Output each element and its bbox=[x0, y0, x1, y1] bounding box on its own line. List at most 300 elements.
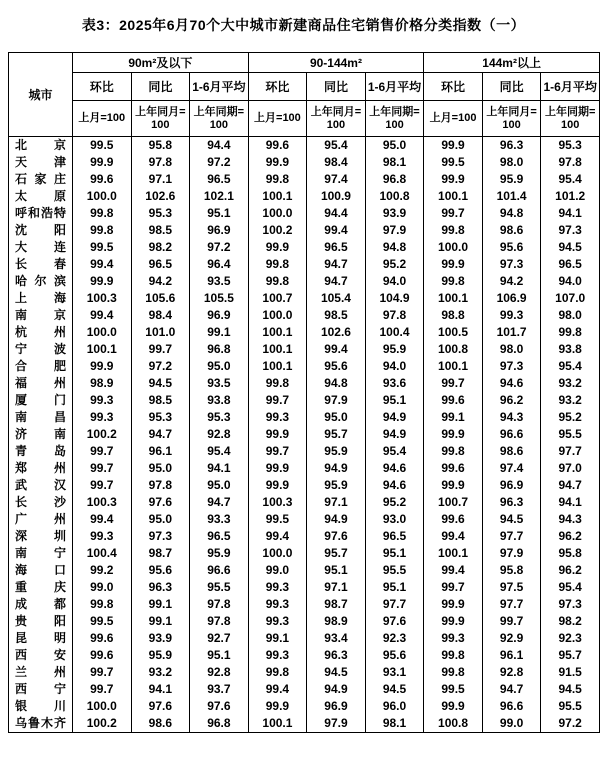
index-value: 95.1 bbox=[190, 647, 249, 664]
city-name: 天津 bbox=[9, 154, 73, 171]
index-value: 99.7 bbox=[248, 392, 307, 409]
index-value: 98.4 bbox=[307, 154, 366, 171]
table-row bbox=[9, 307, 600, 324]
index-value: 95.4 bbox=[541, 579, 600, 596]
index-value: 99.8 bbox=[541, 324, 600, 341]
city-name: 长沙 bbox=[9, 494, 73, 511]
index-value: 99.1 bbox=[424, 409, 483, 426]
index-value: 98.1 bbox=[365, 715, 424, 733]
group-header-90to144: 90-144m² bbox=[248, 53, 424, 73]
index-value: 98.9 bbox=[307, 613, 366, 630]
table-row bbox=[9, 392, 600, 409]
index-value: 99.7 bbox=[73, 664, 132, 681]
index-value: 99.9 bbox=[248, 154, 307, 171]
index-value: 92.3 bbox=[365, 630, 424, 647]
index-value: 100.2 bbox=[248, 222, 307, 239]
index-value: 99.3 bbox=[482, 307, 541, 324]
city-name: 兰州 bbox=[9, 664, 73, 681]
index-value: 100.1 bbox=[248, 358, 307, 375]
index-value: 99.2 bbox=[73, 562, 132, 579]
index-value: 96.1 bbox=[131, 443, 190, 460]
index-value: 99.8 bbox=[248, 171, 307, 188]
metric-header-yoy: 同比 bbox=[307, 73, 366, 101]
index-value: 99.4 bbox=[424, 528, 483, 545]
index-value: 101.2 bbox=[541, 188, 600, 205]
index-value: 96.6 bbox=[190, 562, 249, 579]
index-value: 95.5 bbox=[541, 698, 600, 715]
base-header-prev-month: 上月=100 bbox=[424, 101, 483, 137]
index-value: 100.0 bbox=[248, 205, 307, 222]
index-value: 99.7 bbox=[73, 460, 132, 477]
index-value: 95.6 bbox=[131, 562, 190, 579]
index-value: 93.2 bbox=[131, 664, 190, 681]
index-value: 99.5 bbox=[73, 137, 132, 155]
index-value: 99.3 bbox=[248, 647, 307, 664]
price-index-table bbox=[8, 52, 600, 733]
index-value: 99.3 bbox=[248, 596, 307, 613]
index-value: 100.0 bbox=[73, 324, 132, 341]
index-value: 97.3 bbox=[482, 358, 541, 375]
index-value: 100.5 bbox=[424, 324, 483, 341]
index-value: 96.8 bbox=[365, 171, 424, 188]
index-value: 104.9 bbox=[365, 290, 424, 307]
table-row bbox=[9, 137, 600, 155]
index-value: 105.4 bbox=[307, 290, 366, 307]
index-value: 94.8 bbox=[307, 375, 366, 392]
index-value: 95.4 bbox=[541, 171, 600, 188]
index-value: 97.8 bbox=[190, 613, 249, 630]
index-value: 97.3 bbox=[482, 256, 541, 273]
index-value: 97.3 bbox=[131, 528, 190, 545]
index-value: 99.9 bbox=[424, 477, 483, 494]
index-value: 94.2 bbox=[482, 273, 541, 290]
index-value: 96.2 bbox=[541, 528, 600, 545]
index-value: 99.8 bbox=[248, 375, 307, 392]
table-row bbox=[9, 171, 600, 188]
table-row bbox=[9, 426, 600, 443]
index-value: 100.0 bbox=[424, 239, 483, 256]
index-value: 99.7 bbox=[131, 341, 190, 358]
index-value: 97.8 bbox=[541, 154, 600, 171]
index-value: 97.8 bbox=[365, 307, 424, 324]
index-value: 100.9 bbox=[307, 188, 366, 205]
index-value: 100.3 bbox=[248, 494, 307, 511]
table-row bbox=[9, 630, 600, 647]
index-value: 97.1 bbox=[307, 494, 366, 511]
index-value: 98.5 bbox=[131, 222, 190, 239]
index-value: 94.6 bbox=[482, 375, 541, 392]
table-row bbox=[9, 562, 600, 579]
index-value: 99.5 bbox=[248, 511, 307, 528]
index-value: 99.9 bbox=[73, 358, 132, 375]
metric-header-yoy: 同比 bbox=[131, 73, 190, 101]
metric-header-avg: 1-6月平均 bbox=[365, 73, 424, 101]
index-value: 100.0 bbox=[248, 545, 307, 562]
table-row bbox=[9, 324, 600, 341]
index-value: 95.4 bbox=[541, 358, 600, 375]
index-value: 96.9 bbox=[482, 477, 541, 494]
index-value: 96.5 bbox=[307, 239, 366, 256]
index-value: 99.3 bbox=[73, 409, 132, 426]
index-value: 95.6 bbox=[307, 358, 366, 375]
index-value: 100.0 bbox=[73, 698, 132, 715]
index-value: 96.3 bbox=[482, 137, 541, 155]
index-value: 99.9 bbox=[424, 256, 483, 273]
index-value: 100.4 bbox=[73, 545, 132, 562]
index-value: 99.3 bbox=[248, 409, 307, 426]
index-value: 99.9 bbox=[73, 154, 132, 171]
index-value: 94.1 bbox=[541, 205, 600, 222]
index-value: 97.8 bbox=[131, 477, 190, 494]
city-name: 成都 bbox=[9, 596, 73, 613]
table-body bbox=[9, 137, 600, 733]
index-value: 95.2 bbox=[365, 494, 424, 511]
index-value: 94.7 bbox=[541, 477, 600, 494]
city-name: 沈阳 bbox=[9, 222, 73, 239]
index-value: 93.5 bbox=[190, 273, 249, 290]
index-value: 100.1 bbox=[248, 341, 307, 358]
table-row bbox=[9, 528, 600, 545]
index-value: 98.0 bbox=[482, 154, 541, 171]
index-value: 99.1 bbox=[131, 613, 190, 630]
index-value: 94.9 bbox=[365, 426, 424, 443]
metric-header-yoy: 同比 bbox=[482, 73, 541, 101]
index-value: 98.6 bbox=[131, 715, 190, 733]
index-value: 95.6 bbox=[365, 647, 424, 664]
index-value: 94.2 bbox=[131, 273, 190, 290]
city-name: 大连 bbox=[9, 239, 73, 256]
index-value: 97.6 bbox=[190, 698, 249, 715]
index-value: 95.1 bbox=[307, 562, 366, 579]
city-name: 海口 bbox=[9, 562, 73, 579]
index-value: 99.6 bbox=[424, 511, 483, 528]
index-value: 95.3 bbox=[131, 205, 190, 222]
index-value: 97.2 bbox=[190, 239, 249, 256]
index-value: 99.9 bbox=[248, 460, 307, 477]
index-value: 98.1 bbox=[365, 154, 424, 171]
index-value: 99.8 bbox=[424, 443, 483, 460]
index-value: 95.9 bbox=[307, 477, 366, 494]
index-value: 99.9 bbox=[424, 613, 483, 630]
city-name: 长春 bbox=[9, 256, 73, 273]
index-value: 96.5 bbox=[365, 528, 424, 545]
index-value: 98.7 bbox=[307, 596, 366, 613]
index-value: 99.7 bbox=[73, 443, 132, 460]
index-value: 100.3 bbox=[73, 290, 132, 307]
index-value: 99.7 bbox=[73, 477, 132, 494]
index-value: 94.7 bbox=[307, 256, 366, 273]
page-title: 表3：2025年6月70个大中城市新建商品住宅销售价格分类指数（一） bbox=[81, 17, 526, 33]
group-header-row bbox=[9, 53, 600, 73]
index-value: 94.3 bbox=[482, 409, 541, 426]
index-value: 93.3 bbox=[190, 511, 249, 528]
index-value: 99.7 bbox=[424, 579, 483, 596]
index-value: 99.4 bbox=[424, 562, 483, 579]
index-value: 99.4 bbox=[307, 341, 366, 358]
index-value: 97.6 bbox=[365, 613, 424, 630]
index-value: 98.4 bbox=[131, 307, 190, 324]
index-value: 97.2 bbox=[541, 715, 600, 733]
city-name: 深圳 bbox=[9, 528, 73, 545]
city-name: 西安 bbox=[9, 647, 73, 664]
index-value: 99.7 bbox=[248, 443, 307, 460]
index-value: 94.9 bbox=[365, 409, 424, 426]
index-value: 99.4 bbox=[248, 528, 307, 545]
index-value: 99.8 bbox=[73, 205, 132, 222]
index-value: 95.4 bbox=[307, 137, 366, 155]
index-value: 98.0 bbox=[541, 307, 600, 324]
index-value: 95.9 bbox=[482, 171, 541, 188]
index-value: 94.5 bbox=[131, 375, 190, 392]
index-value: 93.7 bbox=[190, 681, 249, 698]
index-value: 95.9 bbox=[190, 545, 249, 562]
table-row bbox=[9, 205, 600, 222]
table-row bbox=[9, 239, 600, 256]
index-value: 95.7 bbox=[307, 426, 366, 443]
table-row bbox=[9, 579, 600, 596]
index-value: 94.9 bbox=[307, 511, 366, 528]
index-value: 105.6 bbox=[131, 290, 190, 307]
index-value: 93.4 bbox=[307, 630, 366, 647]
index-value: 95.1 bbox=[365, 545, 424, 562]
index-value: 97.4 bbox=[307, 171, 366, 188]
index-value: 96.5 bbox=[190, 171, 249, 188]
index-value: 94.4 bbox=[190, 137, 249, 155]
city-name: 哈尔滨 bbox=[9, 273, 73, 290]
index-value: 95.5 bbox=[541, 426, 600, 443]
table-row bbox=[9, 664, 600, 681]
index-value: 95.2 bbox=[365, 256, 424, 273]
index-value: 100.0 bbox=[73, 188, 132, 205]
table-row bbox=[9, 494, 600, 511]
city-name: 南昌 bbox=[9, 409, 73, 426]
table-row bbox=[9, 256, 600, 273]
index-value: 96.4 bbox=[190, 256, 249, 273]
index-value: 94.6 bbox=[365, 460, 424, 477]
index-value: 99.9 bbox=[248, 239, 307, 256]
index-value: 99.8 bbox=[248, 273, 307, 290]
index-value: 95.5 bbox=[365, 562, 424, 579]
index-value: 96.9 bbox=[190, 222, 249, 239]
index-value: 95.2 bbox=[541, 409, 600, 426]
city-name: 郑州 bbox=[9, 460, 73, 477]
index-value: 100.3 bbox=[73, 494, 132, 511]
base-header-prev-year-month: 上年同月=100 bbox=[307, 101, 366, 137]
index-value: 95.1 bbox=[365, 579, 424, 596]
index-value: 107.0 bbox=[541, 290, 600, 307]
index-value: 94.7 bbox=[131, 426, 190, 443]
index-value: 97.8 bbox=[190, 596, 249, 613]
index-value: 95.6 bbox=[482, 239, 541, 256]
index-value: 105.5 bbox=[190, 290, 249, 307]
index-value: 95.8 bbox=[541, 545, 600, 562]
index-value: 95.4 bbox=[365, 443, 424, 460]
index-value: 99.9 bbox=[248, 698, 307, 715]
group-header-under90: 90m²及以下 bbox=[73, 53, 249, 73]
index-value: 99.9 bbox=[424, 698, 483, 715]
city-name: 广州 bbox=[9, 511, 73, 528]
city-name: 南京 bbox=[9, 307, 73, 324]
index-value: 94.5 bbox=[541, 239, 600, 256]
index-value: 95.3 bbox=[541, 137, 600, 155]
city-name: 杭州 bbox=[9, 324, 73, 341]
index-value: 94.4 bbox=[307, 205, 366, 222]
index-value: 93.9 bbox=[365, 205, 424, 222]
index-value: 94.3 bbox=[541, 511, 600, 528]
index-value: 99.9 bbox=[248, 477, 307, 494]
table-row bbox=[9, 477, 600, 494]
index-value: 94.0 bbox=[365, 273, 424, 290]
index-value: 94.5 bbox=[541, 681, 600, 698]
city-name: 南宁 bbox=[9, 545, 73, 562]
index-value: 99.4 bbox=[73, 307, 132, 324]
table-row bbox=[9, 358, 600, 375]
index-value: 99.8 bbox=[248, 256, 307, 273]
index-value: 96.6 bbox=[482, 698, 541, 715]
table-row bbox=[9, 698, 600, 715]
index-value: 97.1 bbox=[131, 171, 190, 188]
index-value: 92.3 bbox=[541, 630, 600, 647]
index-value: 94.1 bbox=[190, 460, 249, 477]
index-value: 97.8 bbox=[131, 154, 190, 171]
index-value: 99.8 bbox=[424, 647, 483, 664]
index-value: 99.1 bbox=[131, 596, 190, 613]
index-value: 99.8 bbox=[248, 664, 307, 681]
index-value: 100.1 bbox=[424, 358, 483, 375]
base-header-prev-year-period: 上年同期=100 bbox=[541, 101, 600, 137]
index-value: 99.3 bbox=[248, 613, 307, 630]
index-value: 96.3 bbox=[482, 494, 541, 511]
index-value: 92.8 bbox=[190, 426, 249, 443]
index-value: 99.6 bbox=[248, 137, 307, 155]
index-value: 95.8 bbox=[131, 137, 190, 155]
metric-header-row bbox=[9, 73, 600, 101]
index-value: 96.9 bbox=[307, 698, 366, 715]
index-value: 96.2 bbox=[541, 562, 600, 579]
index-value: 97.2 bbox=[131, 358, 190, 375]
table-row bbox=[9, 188, 600, 205]
table-row bbox=[9, 715, 600, 733]
table-row bbox=[9, 341, 600, 358]
index-value: 95.0 bbox=[131, 460, 190, 477]
index-value: 95.8 bbox=[482, 562, 541, 579]
index-value: 96.6 bbox=[482, 426, 541, 443]
index-value: 97.1 bbox=[307, 579, 366, 596]
city-name: 太原 bbox=[9, 188, 73, 205]
table-header bbox=[9, 53, 600, 137]
index-value: 99.5 bbox=[73, 239, 132, 256]
index-value: 99.3 bbox=[73, 528, 132, 545]
index-value: 93.8 bbox=[541, 341, 600, 358]
index-value: 98.7 bbox=[131, 545, 190, 562]
index-value: 93.6 bbox=[365, 375, 424, 392]
index-value: 94.9 bbox=[307, 460, 366, 477]
index-value: 95.3 bbox=[190, 409, 249, 426]
metric-header-mom: 环比 bbox=[73, 73, 132, 101]
index-value: 97.4 bbox=[482, 460, 541, 477]
index-value: 99.9 bbox=[424, 596, 483, 613]
index-value: 100.1 bbox=[248, 715, 307, 733]
city-name: 青岛 bbox=[9, 443, 73, 460]
index-value: 94.7 bbox=[482, 681, 541, 698]
index-value: 97.2 bbox=[190, 154, 249, 171]
index-value: 99.9 bbox=[73, 273, 132, 290]
index-value: 100.1 bbox=[424, 545, 483, 562]
metric-header-mom: 环比 bbox=[424, 73, 483, 101]
city-name: 北京 bbox=[9, 137, 73, 155]
index-value: 99.5 bbox=[424, 154, 483, 171]
index-value: 93.1 bbox=[365, 664, 424, 681]
index-value: 101.0 bbox=[131, 324, 190, 341]
index-value: 98.5 bbox=[131, 392, 190, 409]
index-value: 93.8 bbox=[190, 392, 249, 409]
index-value: 94.7 bbox=[190, 494, 249, 511]
index-value: 97.0 bbox=[541, 460, 600, 477]
index-value: 100.7 bbox=[424, 494, 483, 511]
table-row bbox=[9, 290, 600, 307]
index-value: 102.1 bbox=[190, 188, 249, 205]
index-value: 96.3 bbox=[307, 647, 366, 664]
index-value: 100.2 bbox=[73, 715, 132, 733]
metric-header-avg: 1-6月平均 bbox=[190, 73, 249, 101]
index-value: 99.6 bbox=[424, 460, 483, 477]
index-value: 98.2 bbox=[541, 613, 600, 630]
index-value: 99.8 bbox=[73, 222, 132, 239]
index-value: 99.0 bbox=[248, 562, 307, 579]
index-value: 97.9 bbox=[307, 392, 366, 409]
index-value: 95.0 bbox=[190, 477, 249, 494]
table-row bbox=[9, 409, 600, 426]
index-value: 99.3 bbox=[248, 579, 307, 596]
index-value: 98.6 bbox=[482, 443, 541, 460]
index-value: 99.6 bbox=[73, 647, 132, 664]
index-value: 94.0 bbox=[541, 273, 600, 290]
index-value: 97.7 bbox=[482, 528, 541, 545]
index-value: 99.6 bbox=[73, 630, 132, 647]
index-value: 99.1 bbox=[190, 324, 249, 341]
metric-header-avg: 1-6月平均 bbox=[541, 73, 600, 101]
table-row bbox=[9, 443, 600, 460]
index-value: 97.6 bbox=[131, 494, 190, 511]
table-row bbox=[9, 681, 600, 698]
index-value: 99.4 bbox=[73, 511, 132, 528]
index-value: 92.9 bbox=[482, 630, 541, 647]
index-value: 96.0 bbox=[365, 698, 424, 715]
index-value: 92.8 bbox=[190, 664, 249, 681]
index-value: 95.9 bbox=[307, 443, 366, 460]
city-name: 厦门 bbox=[9, 392, 73, 409]
index-value: 100.4 bbox=[365, 324, 424, 341]
index-value: 97.6 bbox=[307, 528, 366, 545]
index-value: 96.1 bbox=[482, 647, 541, 664]
index-value: 94.8 bbox=[482, 205, 541, 222]
index-value: 97.3 bbox=[541, 222, 600, 239]
index-value: 97.9 bbox=[365, 222, 424, 239]
city-column-header: 城市 bbox=[9, 53, 73, 137]
index-value: 99.6 bbox=[424, 392, 483, 409]
index-value: 99.9 bbox=[248, 426, 307, 443]
index-value: 96.3 bbox=[131, 579, 190, 596]
index-value: 97.9 bbox=[482, 545, 541, 562]
index-value: 95.0 bbox=[131, 511, 190, 528]
city-name: 合肥 bbox=[9, 358, 73, 375]
index-value: 94.0 bbox=[365, 358, 424, 375]
index-value: 95.3 bbox=[131, 409, 190, 426]
index-value: 99.5 bbox=[73, 613, 132, 630]
table-row bbox=[9, 222, 600, 239]
city-name: 宁波 bbox=[9, 341, 73, 358]
index-value: 94.7 bbox=[307, 273, 366, 290]
